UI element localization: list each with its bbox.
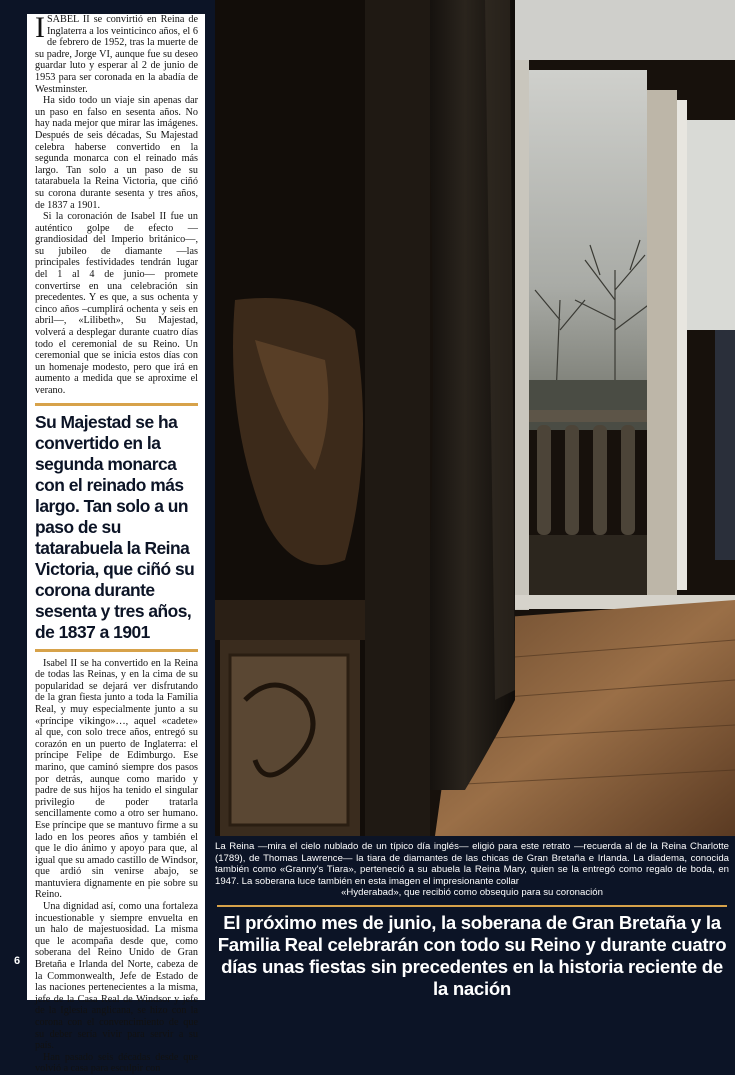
headline: El próximo mes de junio, la soberana de Gran Bretaña y la Familia Real celebrarán con todo su Reino y durante cuatro días unas fiestas sin precedentes en la historia reciente de la nación [217, 912, 727, 999]
drop-cap: I [35, 11, 45, 44]
photo-illustration [215, 0, 735, 836]
pullquote-top-rule [35, 403, 198, 406]
pullquote-bottom-rule [35, 649, 198, 652]
article-paragraph: Una dignidad así, como una fortaleza incuestionable y siempre envuelta en un halo de majestuosidad. La misma que le acompaña desde que, como soberana del Reino Unido de Gran Bretaña e Irlanda del Norte, cabeza de la Commonwealth, Jefe de Estado de las naciones pertenecientes a la misma, jefe de la Casa Real de Windsor y jefe de la Iglesia anglicana, se hizo con la corona con el convencimiento de que su deber sería vivir para servir a su país. [35, 901, 198, 1052]
article-body-top [35, 11, 198, 397]
caption-last-line: «Hyderabad», que recibió como obsequio para su coronación [341, 887, 603, 899]
article-paragraph: ISABEL II se convirtió en Reina de Inglaterra a los veinticinco años, el 6 de febrero de 1952, tras la muerte de su padre, Jorge VI, aunque fue su deseo guardar luto y esperar al 2 de junio de 1953 para ser coronada en la abadía de Westminster. [35, 11, 198, 95]
photo-caption [215, 841, 729, 899]
pullquote: Su Majestad se ha convertido en la segunda monarca con el reinado más largo. Tan solo a un paso de su tatarabuela la Reina Victoria, que ciñó su corona durante sesenta y tres años, de 1837 a 1901 [35, 411, 195, 642]
article-body-bottom [35, 658, 198, 1075]
article-paragraph: Si la coronación de Isabel II fue un auténtico golpe de efecto —grandiosidad del Imperio británico—, su jubileo de diamante —las principales festividades tendrán lugar del 1 al 4 de junio— promete convertirse en una celebración sin precedentes. Y es que, a sus ochenta y cinco años –cumplirá ochenta y seis en abril—, «Lilibeth», Su Majestad, volverá a desplegar durante cuatro días todo el ceremonial de su Reino. Un ceremonial que se inicia estos días con un homenaje modesto, pero que irá en aumento a medida que se aproxime el verano. [35, 211, 198, 396]
caption-text: La Reina —mira el cielo nublado de un típico día inglés— eligió para este retrato —recuerda al de la Reina Charlotte (1789), de Thomas Lawrence— la tiara de diamantes de las chicas de Gran Bretaña e Irlanda. La diadema, conocida también como «Granny's Tiara», perteneció a su abuela la Reina Mary, quien se la entregó como regalo de boda, en 1947. La soberana luce también en esta imagen el impresionante collar [215, 841, 729, 887]
article-paragraph: Ha sido todo un viaje sin apenas dar un paso en falso en sesenta años. No hay nada mejor que mirar las imágenes. Después de seis décadas, Su Majestad celebra haberse convertido en la segunda monarca con el reinado más largo. Tan solo a un paso de su tatarabuela la Reina Victoria, que ciñó su corona durante sesenta y tres años, de 1837 a 1901. [35, 95, 198, 211]
article-paragraph: Isabel II se ha convertido en la Reina de todas las Reinas, y en la cima de su popularidad se dejará ver disfrutando de la gran fiesta junto a toda la Familia Real, y muy especialmente junto a su «príncipe vikingo»…, aquel «cadete» al que, con solo trece años, entregó su corazón en un puerto de Inglaterra: el príncipe Felipe de Edimburgo. Ese marino, que caminó siempre dos pasos por detrás, aunque como marido y padre de sus hijos ha tenido el singular privilegio de poder tratarla sencillamente como a otro ser humano. Ese príncipe que se mantuvo firme a su lado en los peores años y también el que le dio ánimo y apoyo para que, al igual que su amado castillo de Windsor, que ardió sin venirse abajo, se mantuviera dignamente en pie sobre su Reino. [35, 657, 198, 901]
palace-window-photo [215, 0, 735, 836]
article-column [27, 11, 205, 1075]
caption-rule [217, 905, 727, 907]
article-paragraph: Han pasado seis décadas desde que volvió a casa para esculpir con [35, 1051, 198, 1075]
page-number: 6 [14, 955, 21, 967]
